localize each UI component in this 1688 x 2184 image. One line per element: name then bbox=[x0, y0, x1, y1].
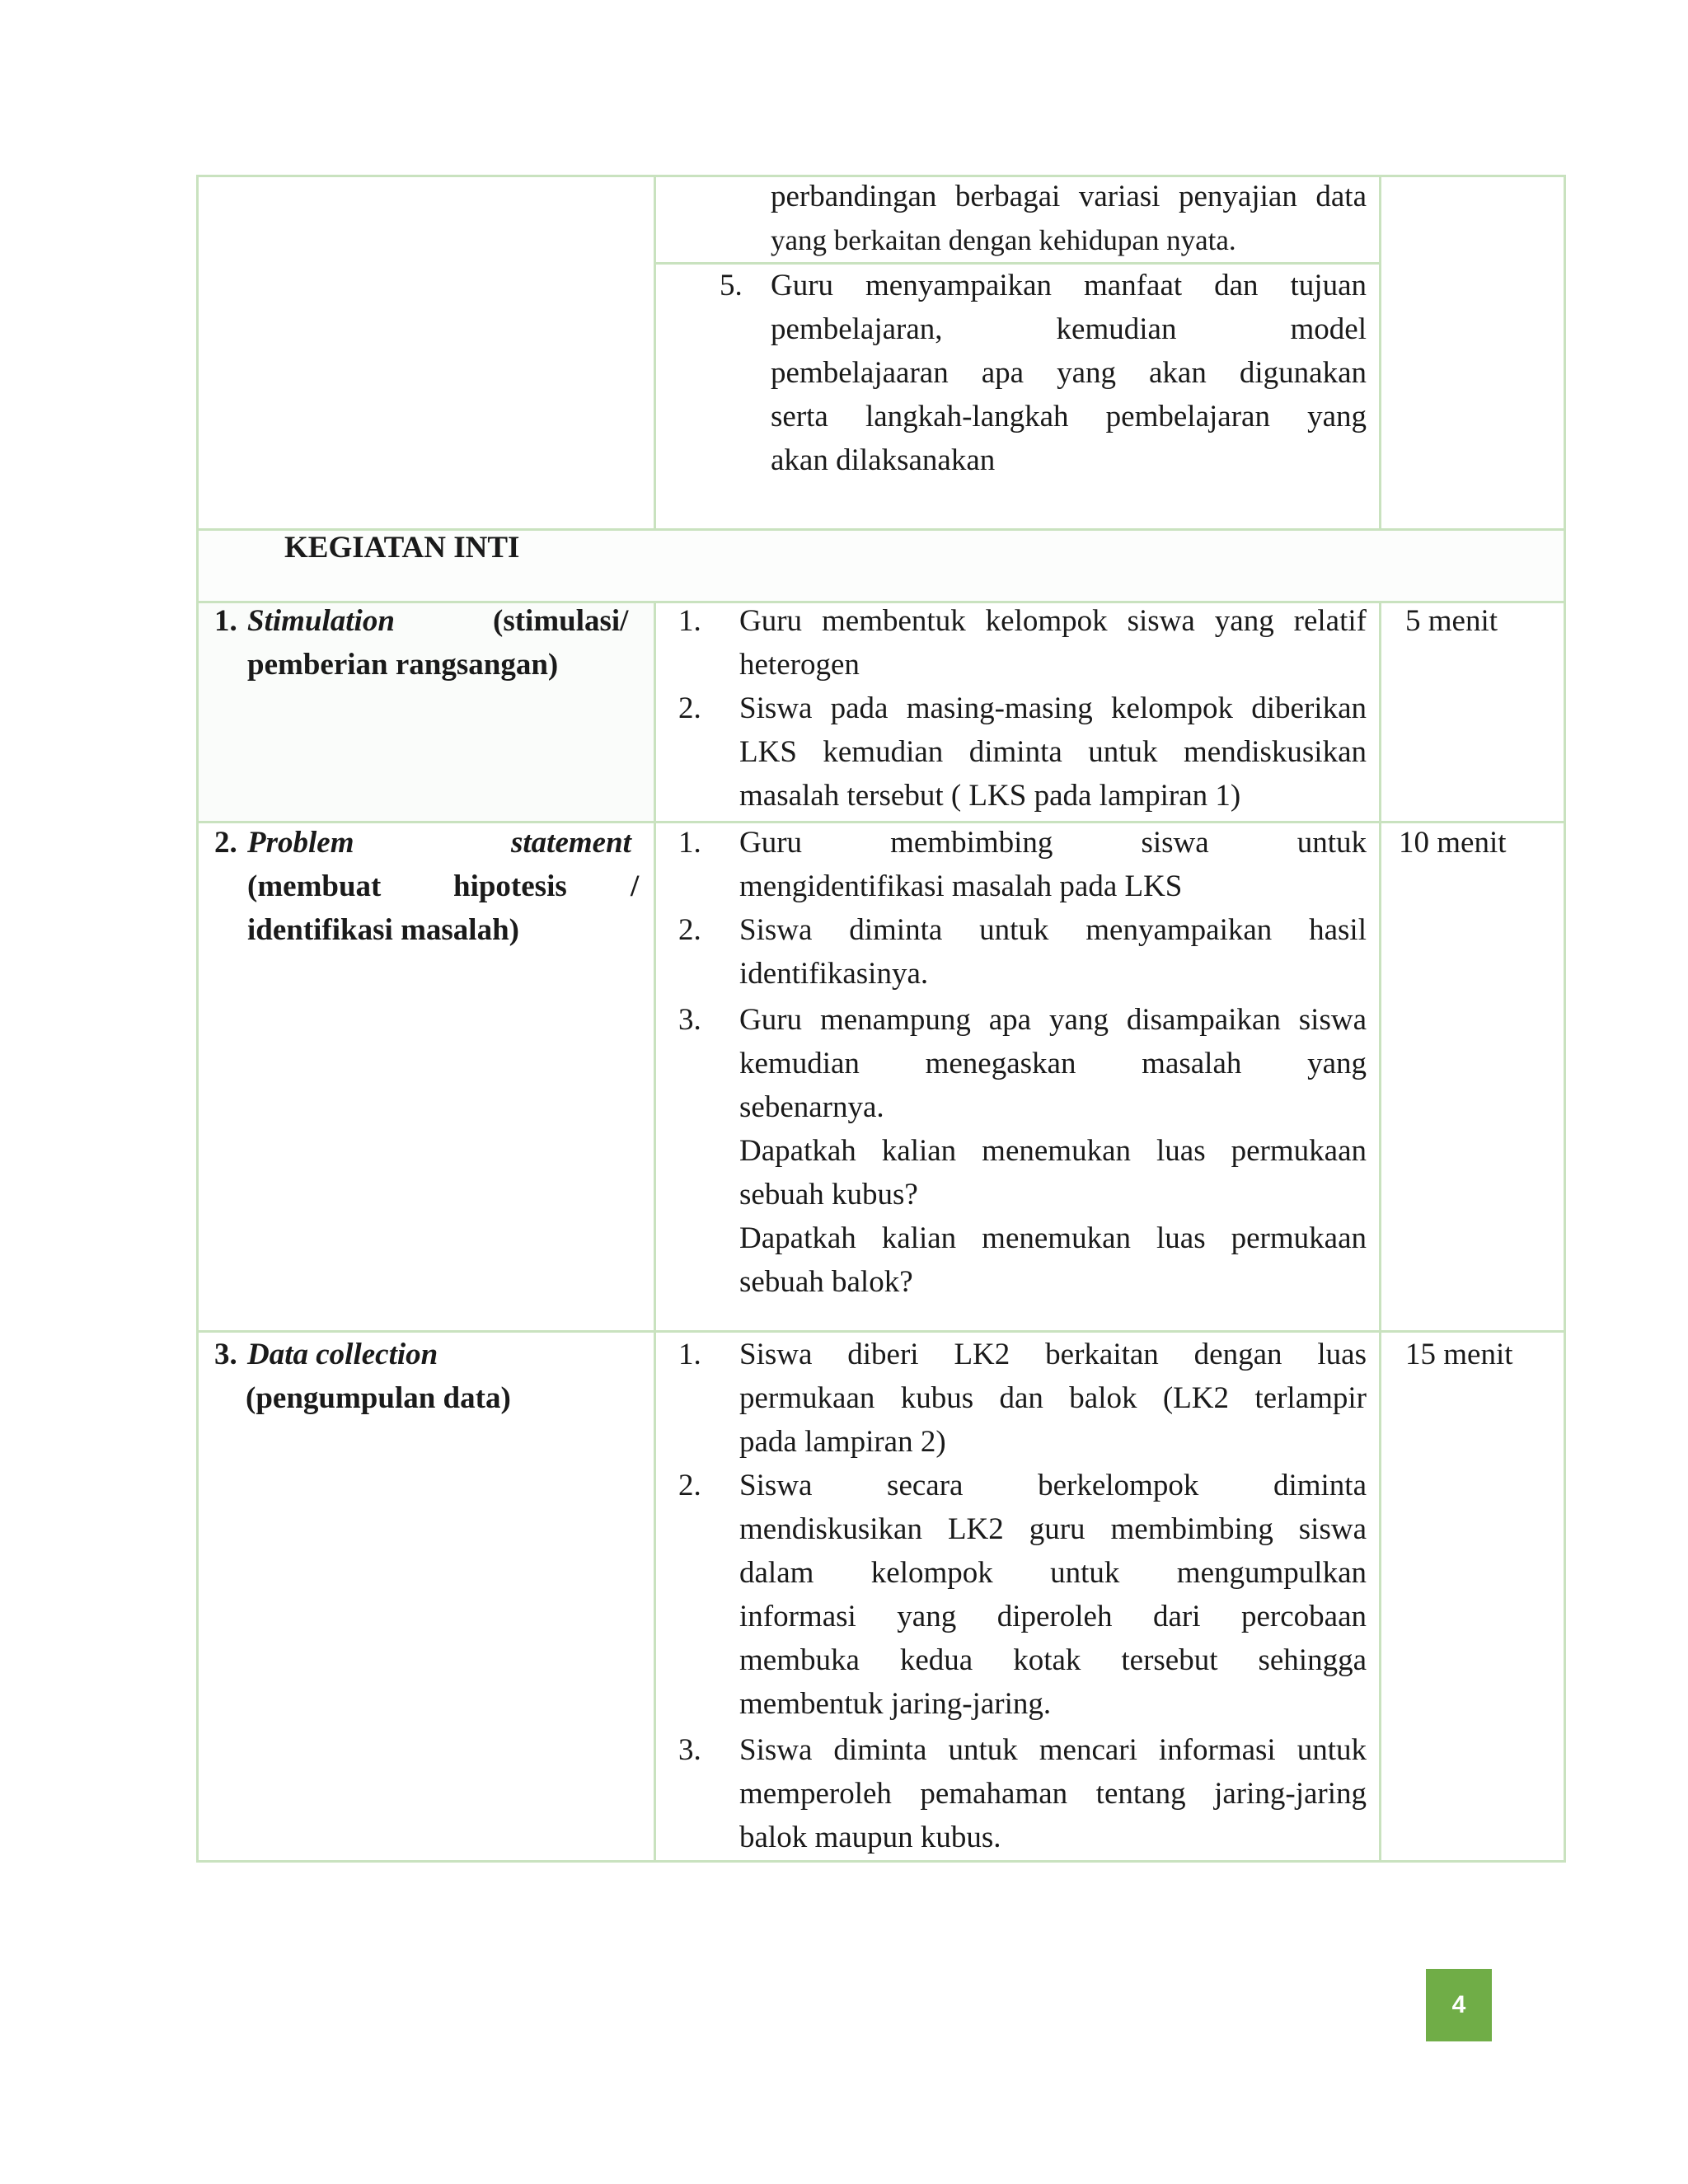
problem-question-kubus-cont: sebuah kubus? bbox=[739, 1178, 918, 1212]
problem-item-number: 2. bbox=[678, 913, 701, 947]
data-collection-item-line: informasi yang diperoleh dari percobaan bbox=[739, 1600, 1367, 1633]
stimulation-item-number: 1. bbox=[678, 604, 701, 638]
data-collection-number: 3. bbox=[214, 1338, 237, 1371]
problem-title-line2-a: (membuat bbox=[247, 869, 382, 903]
data-collection-item-line: Siswa diberi LK2 berkaitan dengan luas bbox=[739, 1338, 1367, 1371]
data-collection-item-line: pada lampiran 2) bbox=[739, 1425, 946, 1459]
problem-item-line: mengidentifikasi masalah pada LKS bbox=[739, 869, 1183, 903]
stimulation-item-line: Guru membentuk kelompok siswa yang relatif bbox=[739, 604, 1367, 638]
problem-item-line: kemudian menegaskan masalah yang bbox=[739, 1047, 1367, 1080]
item5-line: Guru menyampaikan manfaat dan tujuan bbox=[771, 269, 1367, 302]
problem-time: 10 menit bbox=[1399, 826, 1507, 860]
item5-line: akan dilaksanakan bbox=[771, 443, 996, 477]
item4-continuation-line1: perbandingan berbagai variasi penyajian data bbox=[771, 180, 1367, 213]
data-collection-item-line: Siswa secara berkelompok diminta bbox=[739, 1469, 1367, 1502]
data-collection-item-number: 2. bbox=[678, 1469, 701, 1502]
stimulation-item-line: Siswa pada masing-masing kelompok diberikan bbox=[739, 691, 1367, 725]
page-number: 4 bbox=[1451, 1991, 1466, 2018]
stimulation-title: Stimulation bbox=[247, 604, 395, 638]
problem-item-line: Guru menampung apa yang disampaikan siswa bbox=[739, 1003, 1367, 1037]
stimulation-item-line: LKS kemudian diminta untuk mendiskusikan bbox=[739, 735, 1367, 769]
data-collection-item-line: dalam kelompok untuk mengumpulkan bbox=[739, 1556, 1367, 1590]
data-collection-item-line: membuka kedua kotak tersebut sehingga bbox=[739, 1643, 1367, 1677]
data-collection-time: 15 menit bbox=[1405, 1338, 1513, 1371]
stimulation-time: 5 menit bbox=[1405, 604, 1498, 638]
data-collection-title: Data collection bbox=[247, 1338, 438, 1371]
stimulation-item-number: 2. bbox=[678, 691, 701, 725]
data-collection-item-number: 3. bbox=[678, 1733, 701, 1767]
problem-number: 2. bbox=[214, 826, 237, 860]
problem-item-line: sebenarnya. bbox=[739, 1090, 884, 1124]
data-collection-item-line: balok maupun kubus. bbox=[739, 1821, 1001, 1854]
item5-line: serta langkah-langkah pembelajaran yang bbox=[771, 400, 1367, 434]
data-collection-item-line: memperoleh pemahaman tentang jaring-jaring bbox=[739, 1777, 1367, 1811]
stimulation-title-line2: pemberian rangsangan) bbox=[247, 648, 559, 682]
problem-question-kubus: Dapatkah kalian menemukan luas permukaan bbox=[739, 1134, 1367, 1168]
data-collection-title-line2: (pengumpulan data) bbox=[246, 1381, 511, 1415]
stimulation-item-line: heterogen bbox=[739, 648, 860, 682]
data-collection-item-line: Siswa diminta untuk mencari informasi untuk bbox=[739, 1733, 1367, 1767]
problem-title-a: Problem bbox=[247, 826, 354, 860]
item5-number: 5. bbox=[720, 269, 743, 302]
section-heading-kegiatan-inti: KEGIATAN INTI bbox=[284, 531, 520, 565]
data-collection-item-number: 1. bbox=[678, 1338, 701, 1371]
problem-title-line2-b: hipotesis bbox=[453, 869, 567, 903]
item5-line: pembelajaaran apa yang akan digunakan bbox=[771, 356, 1367, 390]
data-collection-item-line: mendiskusikan LK2 guru membimbing siswa bbox=[739, 1512, 1367, 1546]
data-collection-item-line: permukaan kubus dan balok (LK2 terlampir bbox=[739, 1381, 1367, 1415]
stimulation-title-paren: (stimulasi/ bbox=[493, 604, 629, 638]
problem-question-balok: Dapatkah kalian menemukan luas permukaan bbox=[739, 1221, 1367, 1255]
problem-title-b: statement bbox=[511, 826, 631, 860]
item5-line: pembelajaran, kemudian model bbox=[771, 312, 1367, 346]
problem-title-line3: identifikasi masalah) bbox=[247, 913, 519, 947]
stimulation-item-line: masalah tersebut ( LKS pada lampiran 1) bbox=[739, 779, 1241, 813]
stimulation-number: 1. bbox=[214, 604, 237, 638]
problem-item-number: 3. bbox=[678, 1003, 701, 1037]
problem-item-line: identifikasinya. bbox=[739, 957, 929, 991]
data-collection-item-line: membentuk jaring-jaring. bbox=[739, 1687, 1052, 1721]
problem-item-number: 1. bbox=[678, 826, 701, 860]
problem-item-line: Siswa diminta untuk menyampaikan hasil bbox=[739, 913, 1367, 947]
problem-question-balok-cont: sebuah balok? bbox=[739, 1265, 913, 1299]
page-number-badge bbox=[1426, 1969, 1492, 2041]
problem-title-line2-c: / bbox=[631, 869, 640, 903]
problem-item-line: Guru membimbing siswa untuk bbox=[739, 826, 1367, 860]
item4-continuation-line2: yang berkaitan dengan kehidupan nyata. bbox=[771, 224, 1236, 256]
